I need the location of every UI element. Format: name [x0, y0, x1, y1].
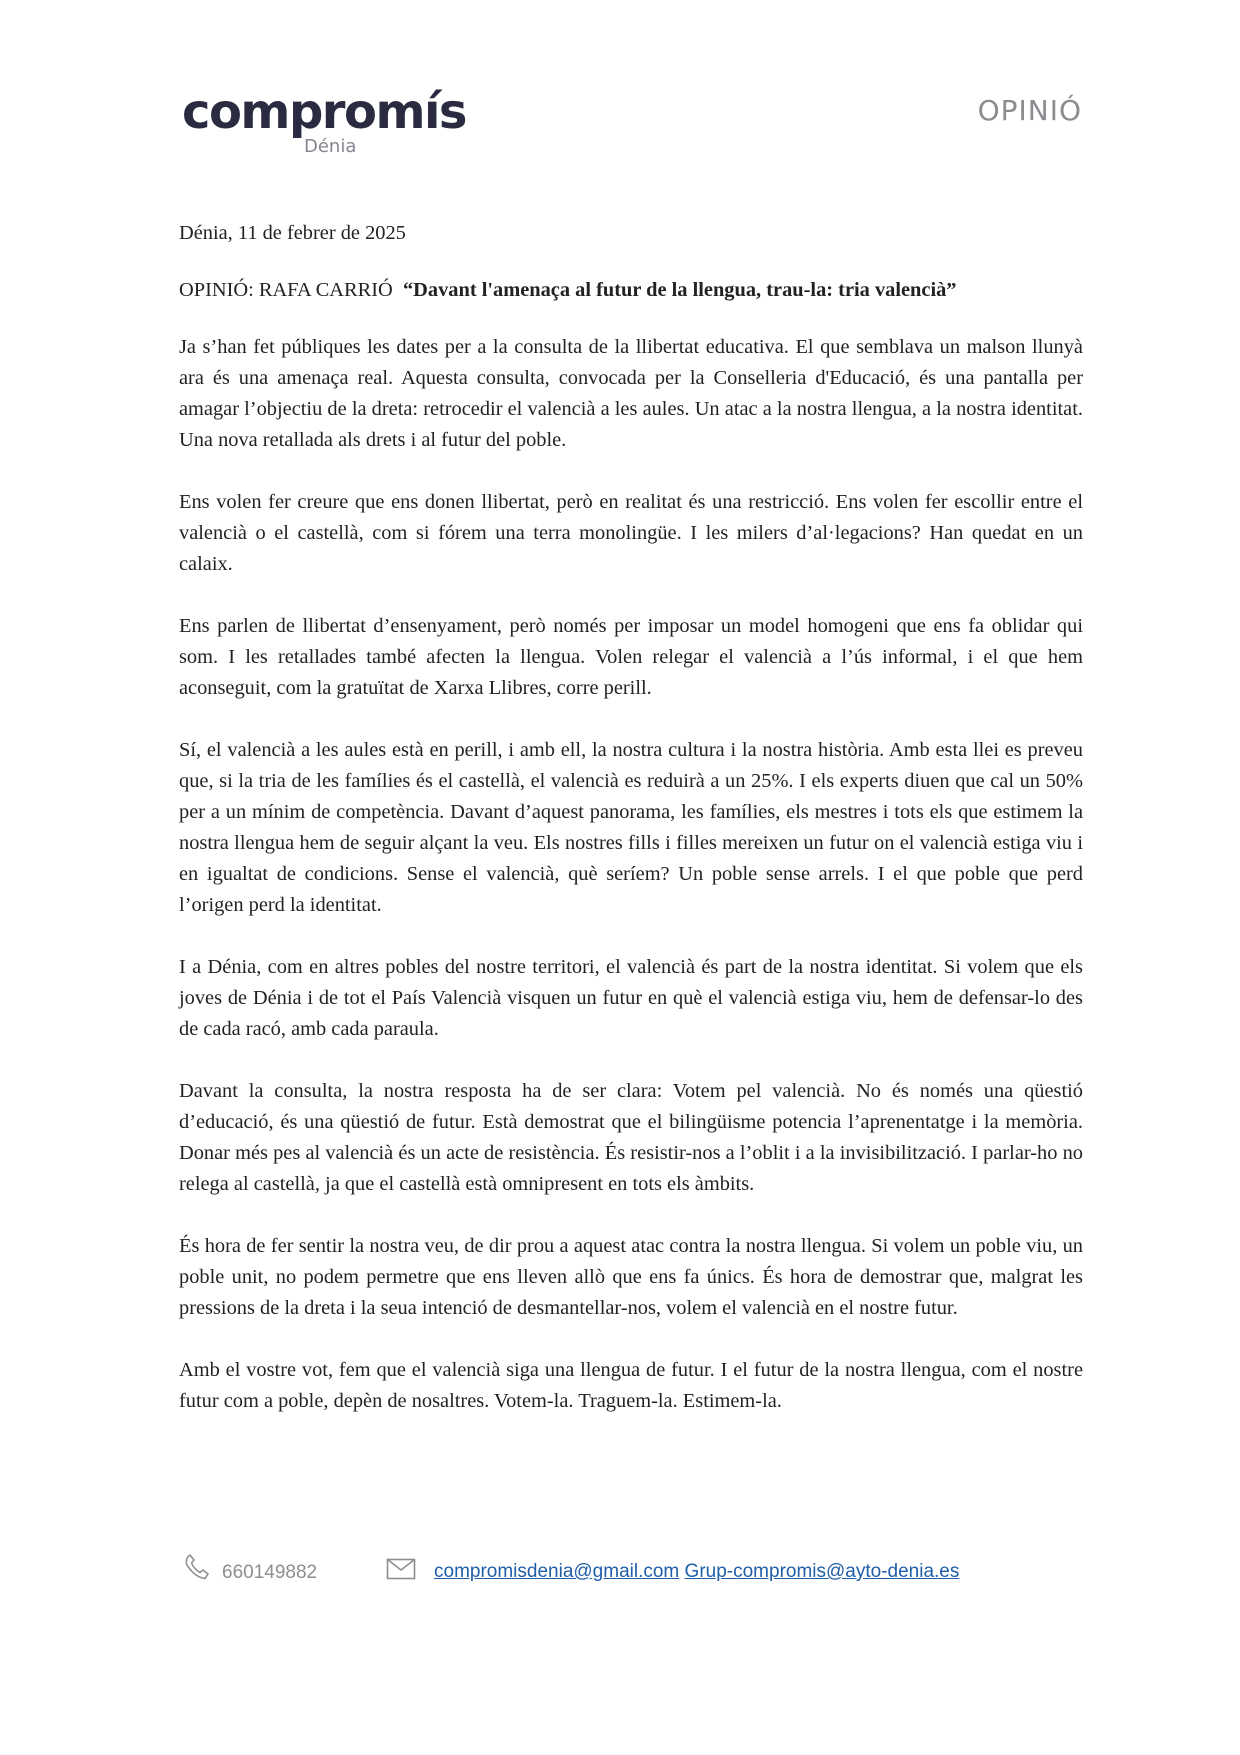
phone-number: 660149882	[222, 1562, 318, 1583]
paragraph: I a Dénia, com en altres pobles del nostre territori, el valencià és part de la nostra identitat. Si volem que els joves de Dénia i de tot el País Valencià visquen un futur en què el valencià estiga viu, hem de defensar-lo des de cada racó, amb cada paraula.	[179, 956, 1083, 1040]
paragraph: Amb el vostre vot, fem que el valencià siga una llengua de futur. I el futur de la nostra llengua, com el nostre futur com a poble, depèn de nosaltres. Votem-la. Traguem-la. Estimem-la.	[179, 1359, 1083, 1412]
paragraph: Ens volen fer creure que ens donen llibertat, però en realitat és una restricció. Ens volen fer escollir entre el valencià o el castellà, com si fórem una terra monolingüe. I les milers d’al·legacions? Han quedat en un calaix.	[179, 491, 1083, 575]
paragraph: Davant la consulta, la nostra resposta ha de ser clara: Votem pel valencià. No és només una qüestió d’educació, és una qüestió de futur. Està demostrat que el bilingüisme potencia l’aprenentatge i la memòria. Donar més pes al valencià és un acte de resistència. És resistir-nos a l’oblit i a la invisibilització. I parlar-ho no relega al castellà, ja que el castellà està omnipresent en tots els àmbits.	[179, 1080, 1083, 1195]
paragraph: És hora de fer sentir la nostra veu, de dir prou a aquest atac contra la nostra llengua. Si volem un poble viu, un poble unit, no podem permetre que ens lleven allò que ens fa únics. És hora de demostrar que, malgrat les pressions de la dreta i la seua intenció de desmantellar-nos, volem el valencià en el nostre futur.	[179, 1235, 1083, 1319]
email-link-grup-compromis[interactable]: Grup-compromis@ayto-denia.es	[684, 1561, 960, 1582]
author-prefix: OPINIÓ: RAFA CARRIÓ	[179, 279, 393, 301]
section-label: OPINIÓ	[977, 94, 1082, 127]
contact-footer	[182, 1552, 1082, 1592]
paragraph: Sí, el valencià a les aules està en perill, i amb ell, la nostra cultura i la nostra història. Amb esta llei es preveu que, si la tria de les famílies és el castellà, el valencià es reduirà a un 25%. I els experts diuen que cal un 50% per a un mínim de competència. Davant d’aquest panorama, les famílies, els mestres i tots els que estimem la nostra llengua hem de seguir alçant la veu. Els nostres fills i filles mereixen un futur on el valencià estiga viu i en igualtat de condicions. Sense el valencià, què seríem? Un poble sense arrels. I el que poble que perd l’origen perd la identitat.	[179, 739, 1083, 916]
paragraph: Ja s’han fet públiques les dates per a la consulta de la llibertat educativa. El que semblava un malson llunyà ara és una amenaça real. Aquesta consulta, convocada per la Conselleria d'Educació, és una pantalla per amagar l’objectiu de la dreta: retrocedir el valencià a les aules. Un atac a la nostra llengua, a la nostra identitat. Una nova retallada als drets i al futur del poble.	[179, 336, 1083, 451]
email-links	[434, 1561, 959, 1583]
email-link-compromisdenia[interactable]: compromisdenia@gmail.com	[434, 1561, 680, 1582]
article-body	[179, 218, 1083, 1448]
envelope-icon	[386, 1558, 416, 1580]
paragraph: Ens parlen de llibertat d’ensenyament, però només per imposar un model homogeni que ens fa oblidar qui som. I les retallades també afecten la llengua. Volen relegar el valencià a l’ús informal, i el que hem aconseguit, com la gratuïtat de Xarxa Llibres, corre perill.	[179, 615, 1083, 699]
phone-icon	[182, 1552, 212, 1582]
logo	[182, 84, 466, 158]
headline	[179, 275, 1083, 306]
logo-text: compromís	[182, 84, 466, 140]
dateline: Dénia, 11 de febrer de 2025	[179, 222, 406, 244]
logo-subtext: Dénia	[304, 136, 357, 157]
article-title: “Davant l'amenaça al futur de la llengua, trau-la: tria valencià”	[402, 279, 957, 301]
